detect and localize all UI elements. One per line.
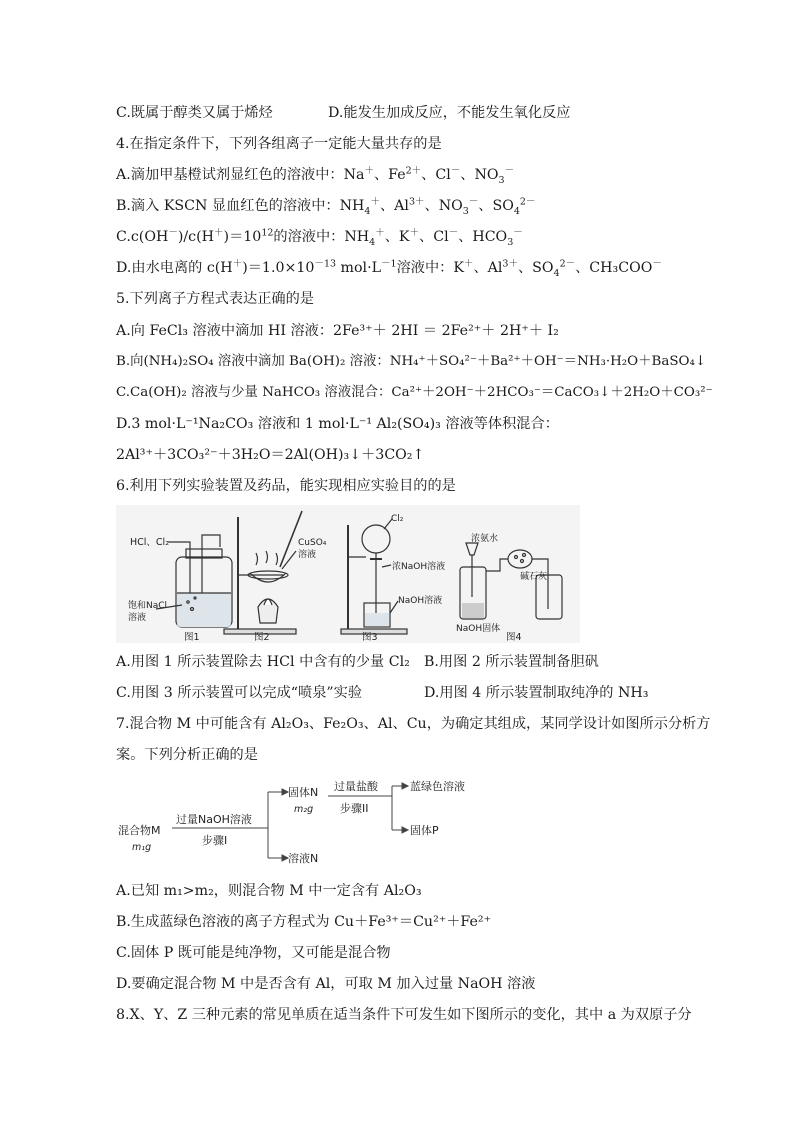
flow-step2: 步骤II [340,802,369,815]
flow-solution-n: 溶液N [288,852,319,865]
q7-stem-line1: 7.混合物 M 中可能含有 Al₂O₃、Fe₂O₃、Al、Cu，为确定其组成，某同学设计如图所示分析方 [116,716,711,732]
q4-stem: 4.在指定条件下，下列各组离子一定能大量共存的是 [116,136,442,152]
q3-option-c: C.既属于醇类又属于烯烃 [116,105,273,121]
flow-blue-green-solution: 蓝绿色溶液 [410,780,465,793]
flow-m1: m₁g [132,842,152,853]
flow-m2: m₂g [294,804,314,815]
q7-option-a: A.已知 m₁>m₂，则混合物 M 中一定含有 Al₂O₃ [116,883,422,899]
q4-option-a: A.滴加甲基橙试剂显红色的溶液中：Na＋、$Fe^{2+}$、Cl－、$NO_3^-$ [116,165,515,186]
q7-flowchart [116,772,496,872]
q5-stem: 5.下列离子方程式表达正确的是 [116,291,314,307]
q3-option-d: D.能发生加成反应，不能发生氧化反应 [328,105,571,121]
q6-option-b: B.用图 2 所示装置制备胆矾 [424,654,599,670]
q7-option-b: B.生成蓝绿色溶液的离子方程式为 Cu＋Fe³⁺＝Cu²⁺＋Fe²⁺ [116,914,492,930]
q8-stem: 8.X、Y、Z 三种元素的常见单质在适当条件下可发生如下图所示的变化，其中 a 为双原子分 [116,1007,692,1023]
flow-step1: 步骤I [202,834,228,847]
fig4-ammonia-label: 浓氨水 [471,534,499,544]
fig1-gas-label: HCl、Cl₂ [130,537,169,548]
q5-option-d-equation: 2Al³⁺＋3CO₃²⁻＋3H₂O＝2Al(OH)₃↓＋3CO₂↑ [116,447,425,463]
flow-step1-reagent: 过量NaOH溶液 [176,813,252,826]
q4-option-b: B.滴入 KSCN 显血红色的溶液中：$NH_4^+$、$Al^{3+}$、$NO_3^-$、$SO_4^{2-}$ [116,196,536,217]
fig4-solid-label: NaOH固体 [456,624,501,634]
q6-option-c: C.用图 3 所示装置可以完成“喷泉”实验 [116,685,363,701]
q4-option-c: $C.c(OH^-)/c(H^+)=10^{12}$的溶液中：$NH_4^+$、K＋、Cl－、$HCO_3^-$ [116,227,523,248]
flow-mixture-m: 混合物M [118,824,161,837]
q7-option-c: C.固体 P 既可能是纯净物，又可能是混合物 [116,945,391,961]
fig4-lime-label: 碱石灰 [520,572,548,582]
fig2-solution-label-2: 溶液 [298,550,317,560]
fig3-caption: 图3 [362,632,378,643]
fig3-gas-label: Cl₂ [391,514,404,524]
q6-stem: 6.利用下列实验装置及药品，能实现相应实验目的的是 [116,478,456,494]
fig4-caption: 图4 [506,632,522,643]
flow-solid-p: 固体P [410,824,439,837]
flow-solid-n: 固体N [288,786,319,799]
fig1-solution-label-1: 饱和NaCl [128,601,168,611]
q6-apparatus-figures [116,505,580,643]
fig1-solution-label-2: 溶液 [128,613,147,623]
flow-step2-reagent: 过量盐酸 [334,780,378,793]
q5-option-a: A.向 FeCl₃ 溶液中滴加 HI 溶液：2Fe³⁺＋ 2HI ＝ 2Fe²⁺＋ 2H⁺＋ I₂ [116,323,559,339]
q6-option-d: D.用图 4 所示装置制取纯净的 NH₃ [424,685,649,701]
fig3-conc-naoh-label: 浓NaOH溶液 [392,562,446,572]
q5-option-d: D.3 mol·L⁻¹Na₂CO₃ 溶液和 1 mol·L⁻¹ Al₂(SO₄)₃ 溶液等体积混合： [116,416,559,432]
q7-stem-line2: 案。下列分析正确的是 [116,747,258,763]
q5-option-c: C.Ca(OH)₂ 溶液与少量 NaHCO₃ 溶液混合：Ca²⁺＋2OH⁻＋2HCO₃⁻＝CaCO₃↓＋2H₂O＋CO₃²⁻ [116,385,713,400]
fig3-naoh-label: NaOH溶液 [398,596,443,606]
fig1-caption: 图1 [184,632,200,643]
q5-option-b: B.向(NH₄)₂SO₄ 溶液中滴加 Ba(OH)₂ 溶液：NH₄⁺＋SO₄²⁻＋Ba²⁺＋OH⁻＝NH₃·H₂O＋BaSO₄↓ [116,354,707,369]
fig2-caption: 图2 [254,632,270,643]
q7-option-d: D.要确定混合物 M 中是否含有 Al，可取 M 加入过量 NaOH 溶液 [116,976,536,992]
q4-option-d: D.由水电离的 $c(H^+)=1.0\times 10^{-13}$ $mol\cdot L^{-1}$溶液中：K＋、$Al^{3+}$、$SO_4^{2-}$、CH₃COO－ [116,258,662,279]
q6-option-a: A.用图 1 所示装置除去 HCl 中含有的少量 Cl₂ [116,654,410,670]
fig2-solution-label-1: CuSO₄ [298,538,327,548]
